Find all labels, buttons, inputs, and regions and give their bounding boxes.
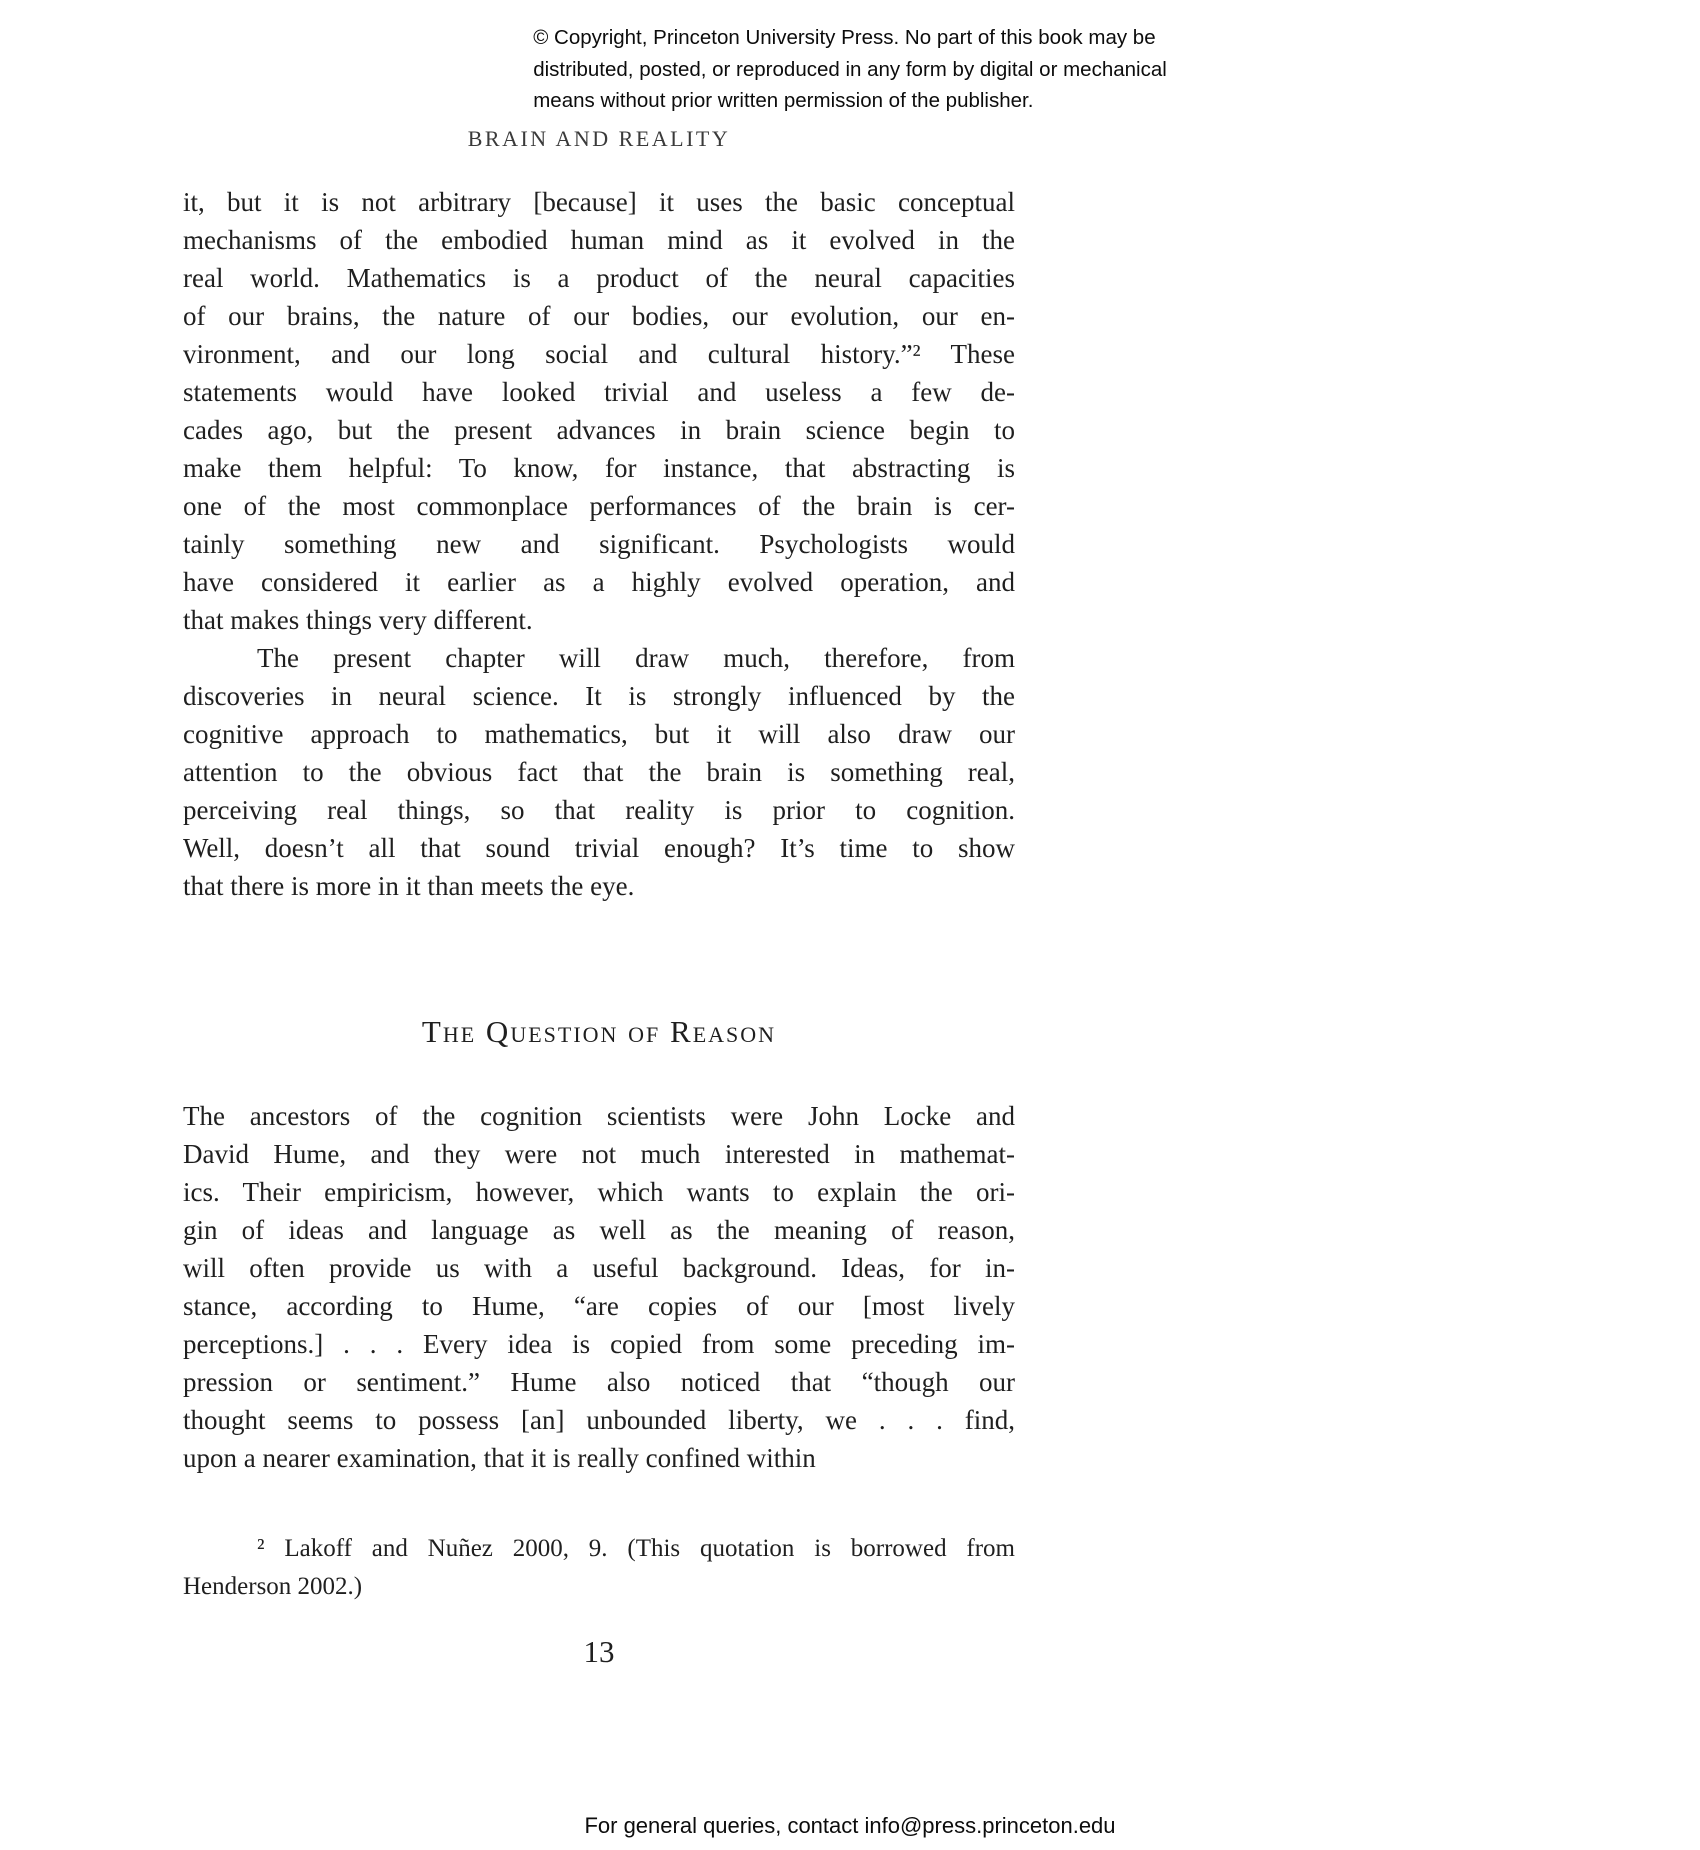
body-line: cades ago, but the present advances in brain science begin to: [183, 415, 1015, 445]
body-line: The ancestors of the cognition scientists were John Locke and: [183, 1101, 1015, 1131]
body-line: gin of ideas and language as well as the meaning of reason,: [183, 1215, 1015, 1245]
paragraph-continuation: [183, 183, 1015, 639]
copyright-notice: [533, 22, 1167, 117]
body-line: tainly something new and significant. Psychologists would: [183, 529, 1015, 559]
section-heading: The Question of Reason: [421, 1014, 777, 1049]
body-text-block-2: [183, 1097, 1015, 1477]
body-line: stance, according to Hume, “are copies of our [most lively: [183, 1291, 1015, 1321]
body-line: it, but it is not arbitrary [because] it uses the basic conceptual: [183, 187, 1015, 217]
body-line: attention to the obvious fact that the brain is something real,: [183, 757, 1015, 787]
body-line: upon a nearer examination, that it is really confined within: [183, 1443, 816, 1473]
body-line: will often provide us with a useful background. Ideas, for in-: [183, 1253, 1015, 1283]
body-line: vironment, and our long social and cultural history.”² These: [183, 339, 1015, 369]
body-line: mechanisms of the embodied human mind as it evolved in the: [183, 225, 1015, 255]
body-text-block: [183, 183, 1015, 905]
copyright-line: means without prior written permission of the publisher.: [533, 89, 1034, 112]
body-line: David Hume, and they were not much interested in mathemat-: [183, 1139, 1015, 1169]
body-line: discoveries in neural science. It is strongly influenced by the: [183, 681, 1015, 711]
copyright-line: distributed, posted, or reproduced in any form by digital or mechanical: [533, 57, 1167, 81]
body-line: that makes things very different.: [183, 605, 533, 635]
paragraph-present-chapter: [183, 639, 1015, 905]
body-line: The present chapter will draw much, therefore, from: [257, 643, 1015, 673]
copyright-stamp-wrapper: [0, 22, 1700, 117]
running-head: BRAIN AND REALITY: [467, 126, 731, 151]
body-line: perceiving real things, so that reality is prior to cognition.: [183, 795, 1015, 825]
body-line: pression or sentiment.” Hume also noticed that “though our: [183, 1367, 1015, 1397]
footnote-line: ² Lakoff and Nuñez 2000, 9. (This quotation is borrowed from: [257, 1535, 1015, 1562]
body-line: statements would have looked trivial and useless a few de-: [183, 377, 1015, 407]
body-line: thought seems to possess [an] unbounded liberty, we . . . find,: [183, 1405, 1015, 1435]
body-line: of our brains, the nature of our bodies, our evolution, our en-: [183, 301, 1015, 331]
body-line: have considered it earlier as a highly evolved operation, and: [183, 567, 1015, 597]
body-line: make them helpful: To know, for instance, that abstracting is: [183, 453, 1015, 483]
body-line: Well, doesn’t all that sound trivial enough? It’s time to show: [183, 833, 1015, 863]
body-line: cognitive approach to mathematics, but it will also draw our: [183, 719, 1015, 749]
footer-query-text: For general queries, contact info@press.princeton.edu: [584, 1813, 1116, 1838]
footnote-line: Henderson 2002.): [183, 1573, 363, 1600]
body-line: that there is more in it than meets the eye.: [183, 871, 635, 901]
body-line: real world. Mathematics is a product of the neural capacities: [183, 263, 1015, 293]
body-line: perceptions.] . . . Every idea is copied from some preceding im-: [183, 1329, 1015, 1359]
page-number: 13: [583, 1634, 615, 1669]
body-line: one of the most commonplace performances of the brain is cer-: [183, 491, 1015, 521]
body-line: ics. Their empiricism, however, which wants to explain the ori-: [183, 1177, 1015, 1207]
copyright-line: © Copyright, Princeton University Press. No part of this book may be: [533, 26, 1156, 49]
paragraph-ancestors: [183, 1097, 1015, 1477]
footnote: [183, 1530, 1015, 1606]
